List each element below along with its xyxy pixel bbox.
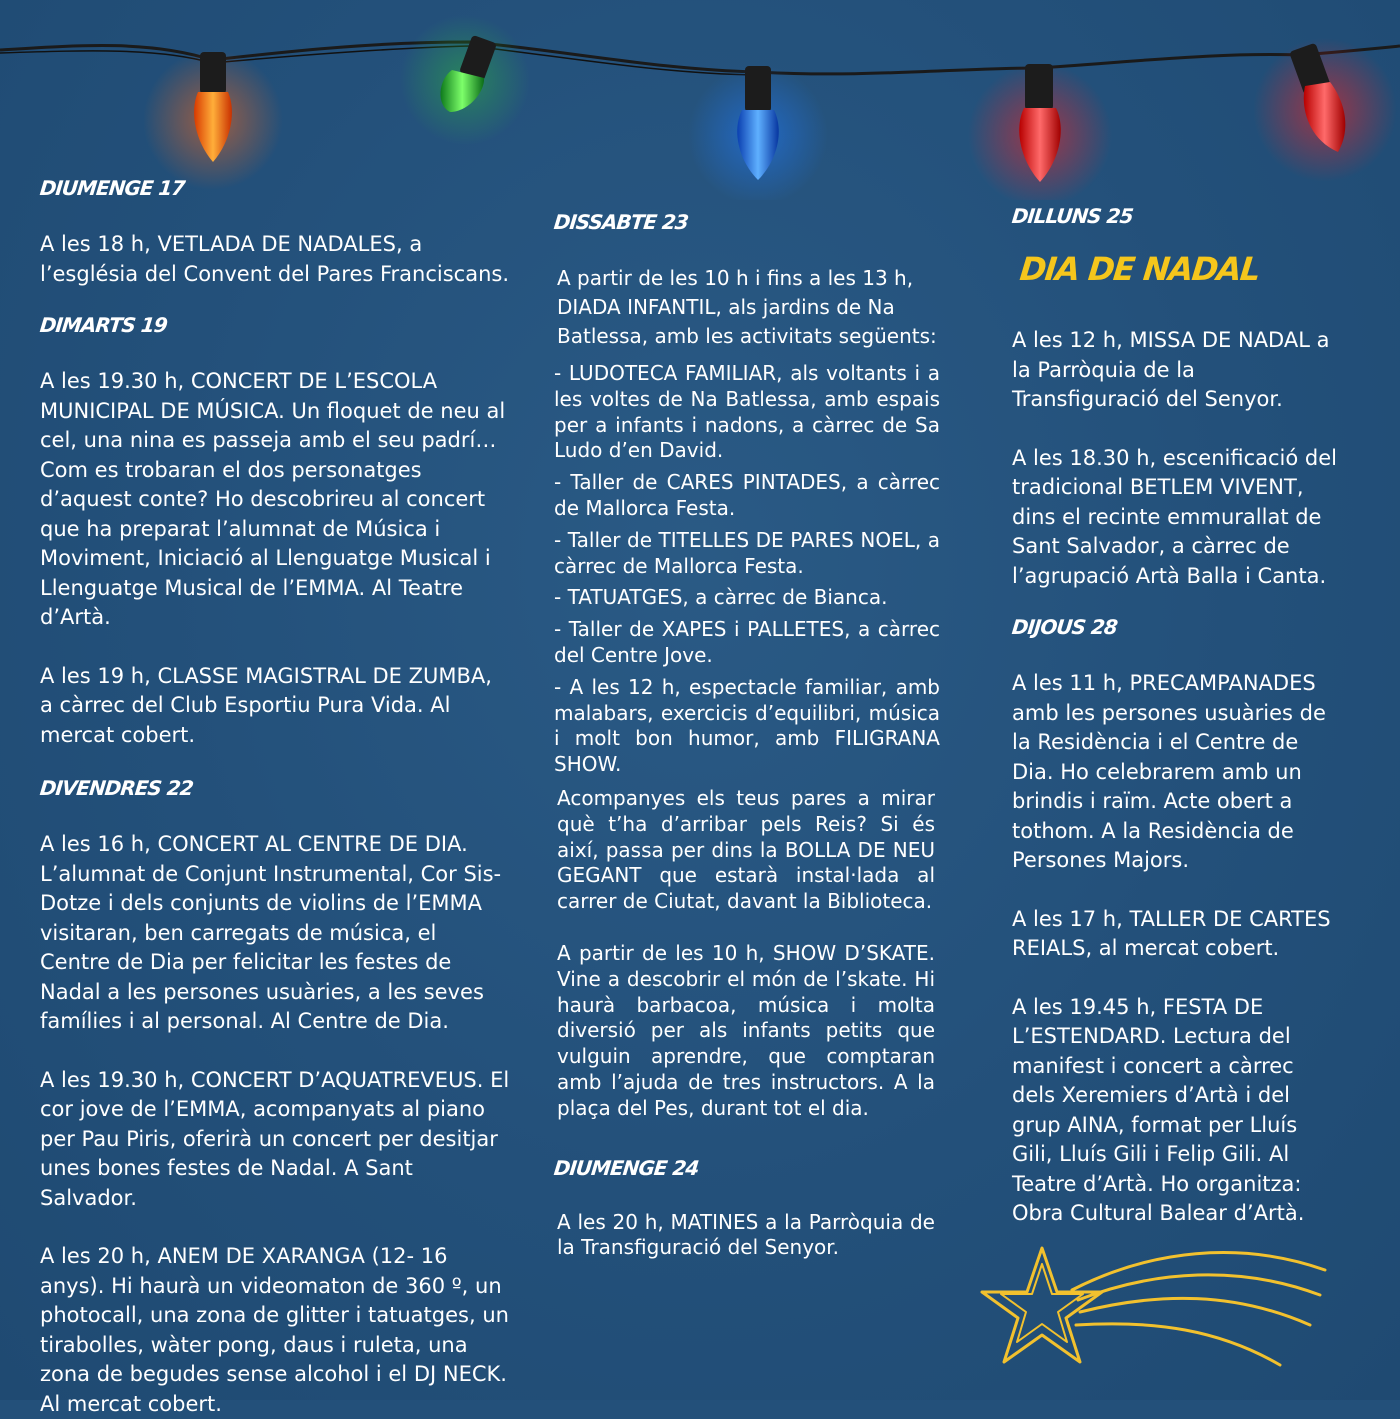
day-heading-dissabte-23: DISSABTE 23 bbox=[552, 210, 690, 234]
event-text: A les 18.30 h, escenificació del tradicional BETLEM VIVENT, dins el recinte emmurallat de Sant Salvador, a càrrec de l’agrupació Artà Balla i Canta. bbox=[1012, 445, 1337, 588]
day-heading-dimarts-19: DIMARTS 19 bbox=[38, 313, 169, 337]
event-text: A les 11 h, PRECAMPANADES amb les persones usuàries de la Residència i el Centre de Dia. Ho celebrarem amb un brindis i raïm. Acte obert a tothom. A la Residència de Persones Majors. bbox=[1012, 671, 1326, 872]
event-text: A les 16 h, CONCERT AL CENTRE DE DIA. L’alumnat de Conjunt Instrumental, Cor Sis-Dotze i dels conjunts de violins de l’EMMA visitaran, ben carregats de música, el Centre de Dia per felicitar les festes de Nadal a les persones usuàries, a les seves famílies i al personal. Al Centre de Dia. bbox=[40, 832, 502, 1033]
right-column bbox=[1012, 204, 1342, 1229]
activity-item: - Taller de CARES PINTADES, a càrrec de Mallorca Festa. bbox=[554, 470, 940, 520]
day-heading-diumenge-17: DIUMENGE 17 bbox=[38, 176, 186, 200]
event-text: Acompanyes els teus pares a mirar què t’ha d’arribar pels Reis? Si és així, passa per dins la BOLLA DE NEU GEGANT que estarà instal·lada al carrer de Ciutat, davant la Biblioteca. bbox=[557, 785, 935, 914]
event-text: A les 12 h, MISSA DE NADAL a la Parròquia de la Transfiguració del Senyor. bbox=[1012, 328, 1330, 411]
event-text: A les 20 h, MATINES a la Parròquia de la Transfiguració del Senyor. bbox=[557, 1209, 935, 1260]
activity-item: - TATUATGES, a càrrec de Bianca. bbox=[554, 585, 888, 610]
event-text: A partir de les 10 h, SHOW D’SKATE. Vine a descobrir el món de l’skate. Hi haurà barbacoa, música i molta diversió per als infants petits que vulguin aprendre, que comptaran amb l’ajuda de tres instructors. A la plaça del Pes, durant tot el dia. bbox=[557, 940, 935, 1120]
event-text: A partir de les 10 h i fins a les 13 h, DIADA INFANTIL, als jardins de Na Batlessa, amb les activitats següents: bbox=[557, 266, 937, 348]
activity-item: - Taller de XAPES i PALLETES, a càrrec del Centre Jove. bbox=[554, 617, 940, 667]
event-text: A les 19.30 h, CONCERT D’AQUATREVEUS. El cor jove de l’EMMA, acompanyats al piano per Pau Piris, oferirà un concert per desitjar unes bones festes de Nadal. A Sant Salvador. bbox=[40, 1067, 510, 1210]
event-text: A les 19.30 h, CONCERT DE L’ESCOLA MUNICIPAL DE MÚSICA. Un floquet de neu al cel, una nina es passeja amb el seu padrí… Com es trobaran el dos personatges d’aquest conte? Ho descobrireu al concert que ha preparat l’alumnat de Música i Moviment, Iniciació al Llenguatge Musical i Llenguatge Musical de l’EMMA. Al Teatre d’Artà. bbox=[40, 369, 506, 629]
event-text: A les 19 h, CLASSE MAGISTRAL DE ZUMBA, a càrrec del Club Esportiu Pura Vida. Al mercat cobert. bbox=[40, 663, 492, 747]
event-text: A les 20 h, ANEM DE XARANGA (12- 16 anys). Hi haurà un videomaton de 360 º, un photocall, una zona de glitter i tatuatges, un tirabolles, wàter pong, daus i ruleta, una zona de begudes sense alcohol i el DJ NECK. Al mercat cobert. bbox=[40, 1244, 509, 1416]
event-text: A les 18 h, VETLADA DE NADALES, a l’església del Convent del Pares Franciscans. bbox=[40, 232, 510, 286]
left-column bbox=[40, 176, 510, 1419]
activity-item: - Taller de TITELLES DE PARES NOEL, a càrrec de Mallorca Festa. bbox=[554, 527, 940, 578]
event-text: A les 19.45 h, FESTA DE L’ESTENDARD. Lectura del manifest i concert a càrrec dels Xeremiers d’Artà i del grup AINA, format per Lluís Gili, Lluís Gili i Felip Gili. Al Teatre d’Artà. Ho organitza: Obra Cultural Balear d’Artà. bbox=[1012, 994, 1305, 1225]
activity-item: - LUDOTECA FAMILIAR, als voltants i a les voltes de Na Batlessa, amb espais per a infants i nadons, a càrrec de Sa Ludo d’en David. bbox=[554, 361, 940, 463]
middle-column bbox=[554, 210, 940, 1261]
dia-de-nadal-heading: DIA DE NADAL bbox=[1018, 250, 1262, 288]
christmas-lights-icon bbox=[0, 0, 1400, 200]
day-heading-dilluns-25: DILLUNS 25 bbox=[1010, 204, 1134, 228]
day-heading-divendres-22: DIVENDRES 22 bbox=[38, 776, 195, 800]
shooting-star-icon bbox=[980, 1230, 1340, 1390]
day-heading-dijous-28: DIJOUS 28 bbox=[1010, 615, 1119, 639]
day-heading-diumenge-24: DIUMENGE 24 bbox=[552, 1155, 700, 1180]
event-text: A les 17 h, TALLER DE CARTES REIALS, al mercat cobert. bbox=[1012, 906, 1331, 960]
activity-item: - A les 12 h, espectacle familiar, amb malabars, exercicis d’equilibri, música i molt bon humor, amb FILIGRANA SHOW. bbox=[554, 674, 940, 777]
